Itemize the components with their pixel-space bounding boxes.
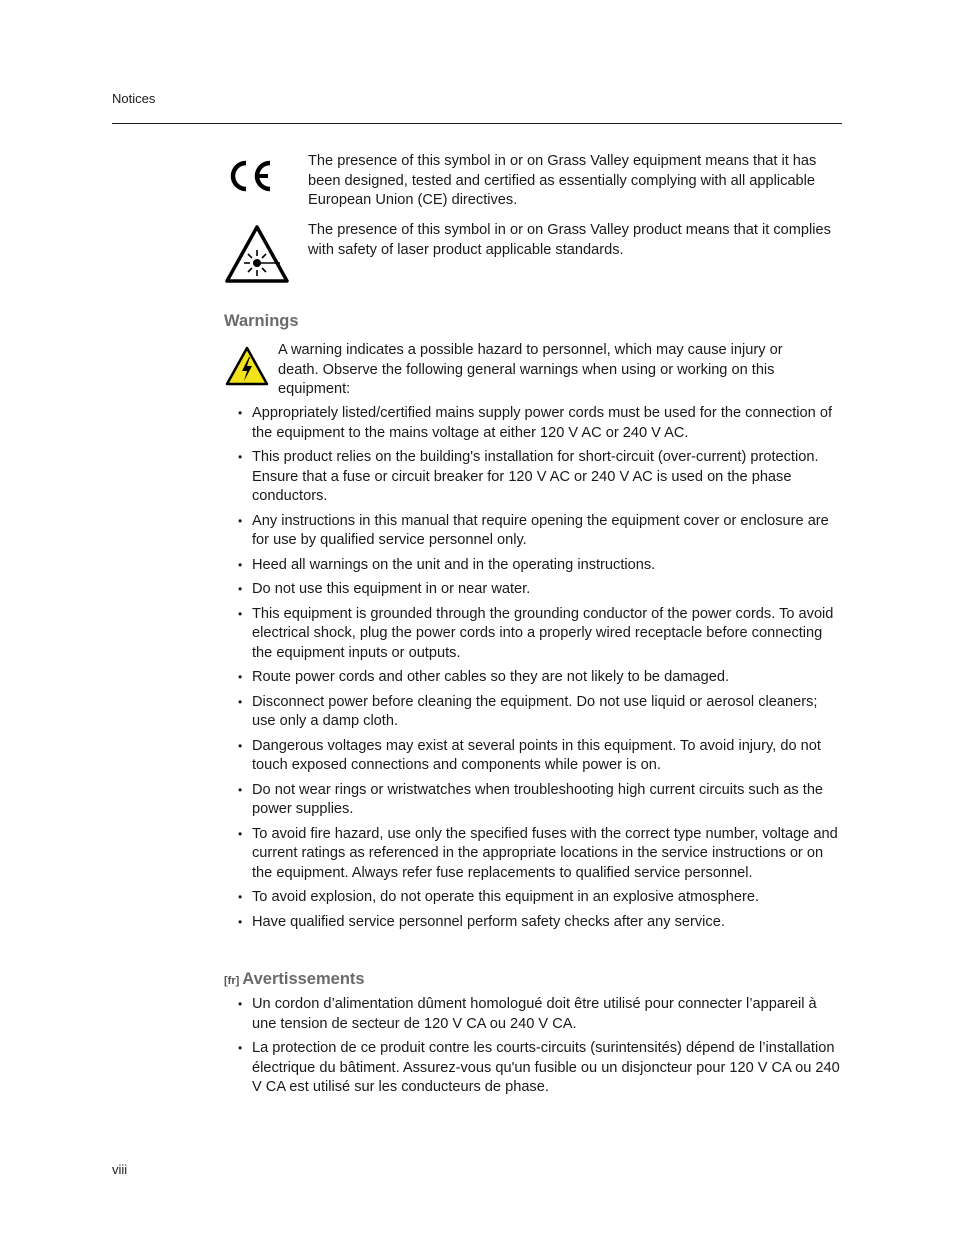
list-item: • Heed all warnings on the unit and in the operating instructions. bbox=[238, 556, 842, 576]
page-number: viii bbox=[112, 1162, 128, 1177]
laser-warning-icon bbox=[224, 224, 290, 289]
list-item: • Any instructions in this manual that require opening the equipment cover or enclosure are for use by qualified service personnel only. bbox=[238, 512, 842, 551]
list-item: • This product relies on the building's installation for short-circuit (over-current) protection. Ensure that a fuse or circuit breaker for 120 V AC or 240 V AC is used on the phase conductors. bbox=[238, 448, 842, 507]
list-item: • To avoid fire hazard, use only the specified fuses with the correct type number, voltage and current ratings as referenced in the appropriate locations in the service instructions or on the equipment. Always refer fuse replacements to qualified service personnel. bbox=[238, 825, 842, 884]
ce-notice-text: The presence of this symbol in or on Grass Valley equipment means that it has been designed, tested and certified as essentially complying with all applicable European Union (CE) directives. bbox=[308, 153, 817, 208]
avertissements-heading bbox=[224, 970, 365, 989]
header-rule bbox=[112, 123, 842, 124]
laser-notice-text: The presence of this symbol in or on Grass Valley product means that it complies with safety of laser product applicable standards. bbox=[308, 222, 831, 258]
running-title: Notices bbox=[112, 91, 156, 106]
avertissements-list bbox=[238, 995, 842, 1103]
list-item: • Dangerous voltages may exist at several points in this equipment. To avoid injury, do not touch exposed connections and components while power is on. bbox=[238, 737, 842, 776]
ce-mark-icon bbox=[226, 158, 276, 199]
list-item: • Do not wear rings or wristwatches when troubleshooting high current circuits such as the power supplies. bbox=[238, 781, 842, 820]
list-item: • Disconnect power before cleaning the equipment. Do not use liquid or aerosol cleaners; use only a damp cloth. bbox=[238, 693, 842, 732]
list-item: • La protection de ce produit contre les courts-circuits (surintensités) dépend de l’installation électrique du bâtiment. Assurez-vous qu'un fusible ou un disjoncteur pour 120 V CA ou 240 V CA est utilisé sur les conducteurs de phase. bbox=[238, 1039, 842, 1098]
warnings-intro: A warning indicates a possible hazard to personnel, which may cause injury or death. Observe the following general warnings when using or working on this equipment: bbox=[278, 342, 783, 397]
list-item: • Do not use this equipment in or near water. bbox=[238, 580, 842, 600]
list-item: • Un cordon d’alimentation dûment homologué doit être utilisé pour connecter l’appareil à une tension de secteur de 120 V CA ou 240 V CA. bbox=[238, 995, 842, 1034]
warnings-heading: Warnings bbox=[224, 312, 299, 330]
list-item: • Appropriately listed/certified mains supply power cords must be used for the connection of the equipment to the mains voltage at either 120 V AC or 240 V AC. bbox=[238, 404, 842, 443]
warnings-list bbox=[238, 404, 842, 937]
electrical-hazard-icon bbox=[225, 346, 269, 391]
list-item: • Have qualified service personnel perform safety checks after any service. bbox=[238, 913, 842, 933]
avertissements-title: Avertissements bbox=[242, 970, 365, 988]
list-item: • To avoid explosion, do not operate this equipment in an explosive atmosphere. bbox=[238, 888, 842, 908]
language-tag: [fr] bbox=[224, 975, 240, 987]
list-item: • Route power cords and other cables so they are not likely to be damaged. bbox=[238, 668, 842, 688]
list-item: • This equipment is grounded through the grounding conductor of the power cords. To avoid electrical shock, plug the power cords into a properly wired receptacle before connecting the equipment inputs or outputs. bbox=[238, 605, 842, 664]
